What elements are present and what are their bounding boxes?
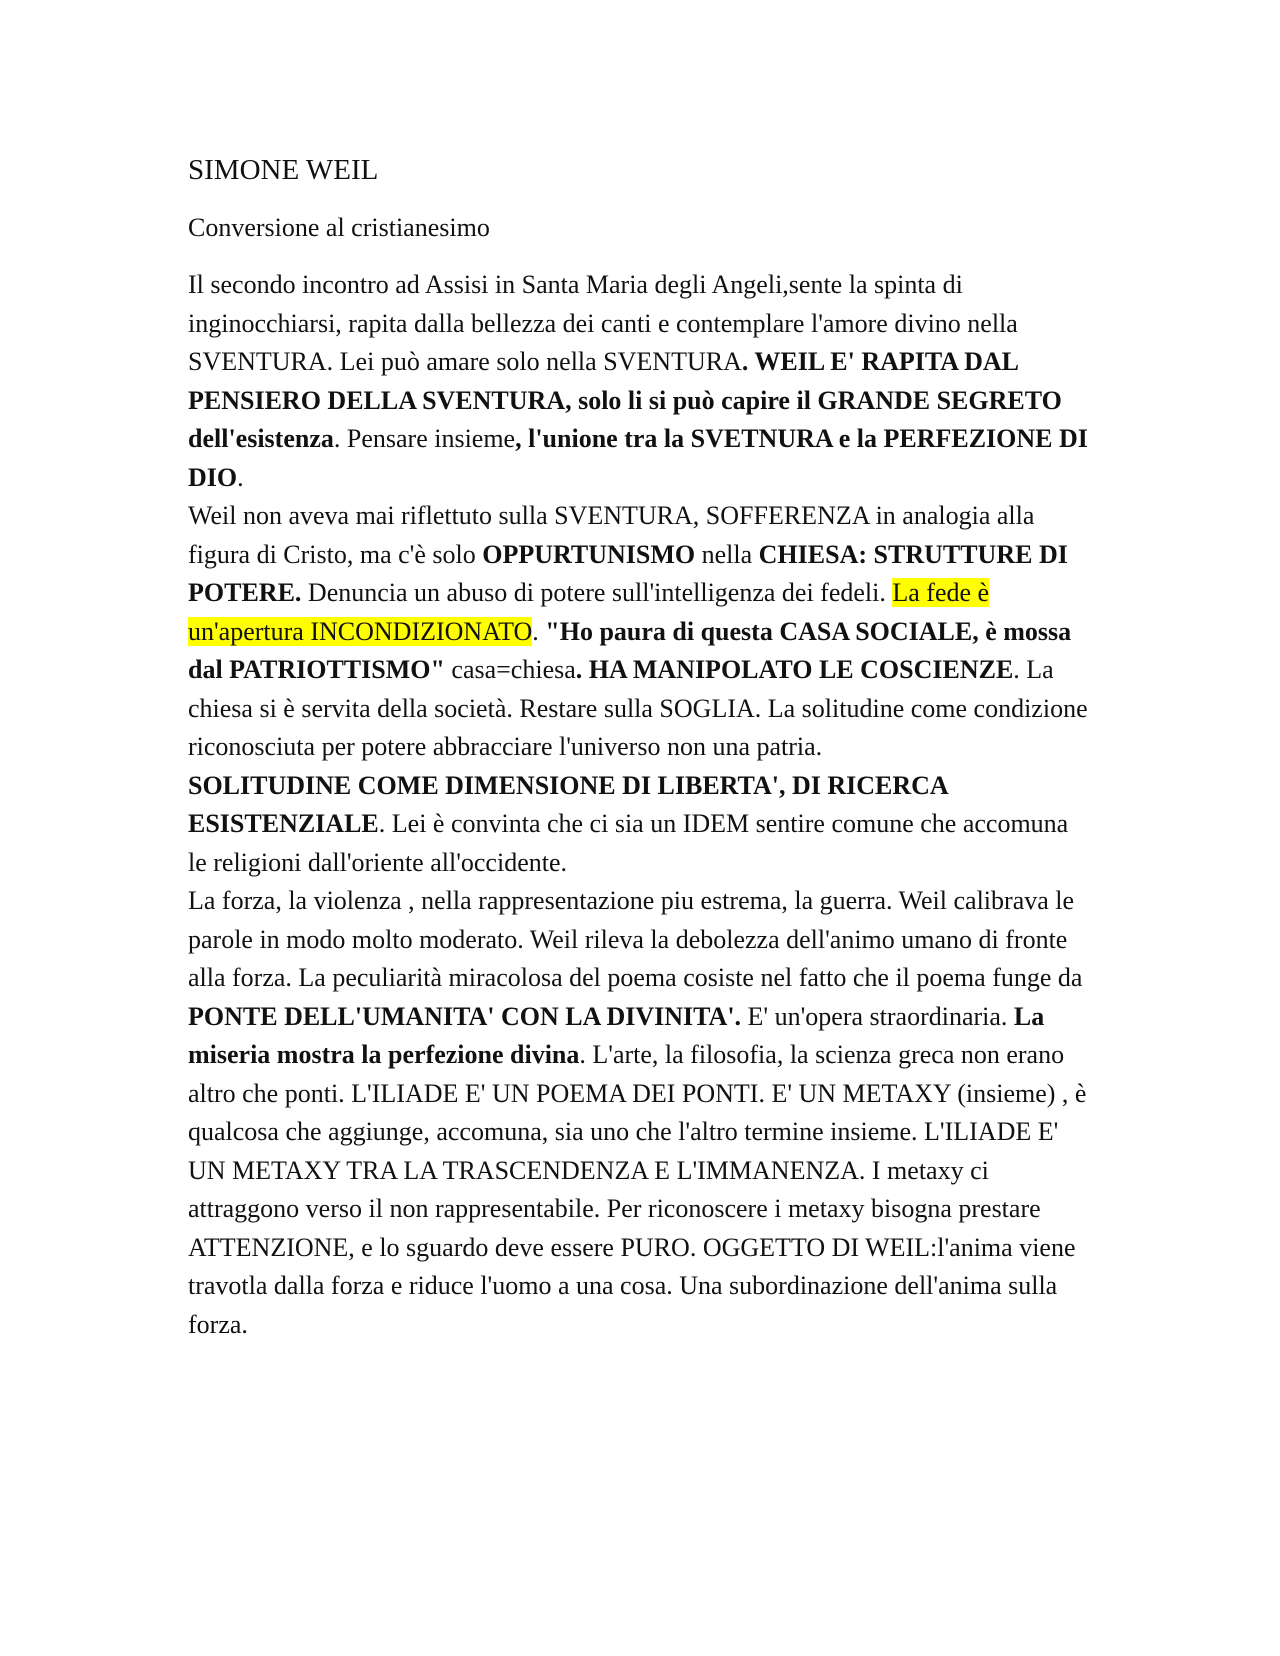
text-run: casa=chiesa xyxy=(444,655,576,684)
paragraph-2 xyxy=(188,497,1088,767)
text-run: . Pensare insieme xyxy=(333,424,516,453)
text-run: . Lei è convinta che ci sia un IDEM sentire comune che accomuna le religioni dall'oriente all'occidente. xyxy=(188,809,1069,877)
text-run: E' un'opera straordinaria. xyxy=(741,1001,1014,1031)
text-run: . xyxy=(237,462,244,492)
bold-text-run: CHIESA: STRUTTURE DI POTERE. xyxy=(188,539,1068,607)
text-run: Weil non aveva mai riflettuto sulla SVENTURA, SOFFERENZA in analogia alla figura di Cristo, ma c'è solo xyxy=(188,501,1035,569)
text-run: nella xyxy=(695,539,759,569)
text-run: Il secondo incontro ad Assisi in Santa Maria degli Angeli,sente la spinta di inginocchiarsi, rapita dalla bellezza dei canti e contemplare l'amore divino nella SVENTURA. Lei può amare solo nella SVENTURA xyxy=(188,270,1018,376)
document-subtitle: Conversione al cristianesimo xyxy=(188,213,490,242)
paragraph-3 xyxy=(188,767,1088,883)
paragraph-4 xyxy=(188,882,1088,1344)
text-run: . xyxy=(532,616,546,646)
text-run: . L'arte, la filosofia, la scienza greca non erano altro che ponti. L'ILIADE E' UN POEMA DEI PONTI. E' UN METAXY (insieme) , è qualcosa che aggiunge, accomuna, sia uno che l'altro termine insieme. L'ILIADE E' UN METAXY TRA LA TRASCENDENZA E L'IMMANENZA. I metaxy ci attraggono verso il non rappresentabile. Per riconoscere i metaxy bisogna prestare ATTENZIONE, e lo sguardo deve essere PURO. OGGETTO DI WEIL:l'anima viene travotla dalla forza e riduce l'uomo a una cosa. Una subordinazione dell'anima sulla forza. xyxy=(188,1040,1087,1339)
text-run: Denuncia un abuso di potere sull'intelligenza dei fedeli. xyxy=(301,578,893,607)
bold-text-run: PONTE DELL'UMANITA' CON LA DIVINITA'. xyxy=(188,1001,742,1031)
bold-text-run: OPPURTUNISMO xyxy=(482,539,696,569)
bold-text-run: SOLITUDINE COME DIMENSIONE DI LIBERTA', DI RICERCA ESISTENZIALE xyxy=(188,770,948,838)
bold-text-run: , l'unione tra la SVETNURA e la PERFEZIONE DI DIO xyxy=(188,424,1088,492)
text-run: La forza, la violenza , nella rappresentazione piu estrema, la guerra. Weil calibrava le parole in modo molto moderato. Weil rileva la debolezza dell'animo umano di fronte alla forza. La peculiarità miracolosa del poema cosiste nel fatto che il poema funge da xyxy=(188,886,1083,992)
bold-text-run: La miseria mostra la perfezione divina xyxy=(188,1001,1045,1069)
bold-text-run: . WEIL E' RAPITA DAL PENSIERO DELLA SVENTURA, solo li si può capire il GRANDE SEGRETO dell'esistenza xyxy=(188,347,1062,453)
text-run: . La chiesa si è servita della società. Restare sulla SOGLIA. La solitudine come condizione riconosciuta per potere abbracciare l'universo non una patria. xyxy=(188,655,1088,761)
bold-text-run: "Ho paura di questa CASA SOCIALE, è mossa dal PATRIOTTISMO" xyxy=(188,616,1072,684)
document-page xyxy=(188,150,1088,1344)
document-title: SIMONE WEIL xyxy=(188,154,379,186)
paragraph-1 xyxy=(188,266,1088,497)
highlighted-text-run: La fede è un'apertura INCONDIZIONATO xyxy=(188,578,990,646)
document-body xyxy=(188,266,1088,1344)
bold-text-run: . HA MANIPOLATO LE COSCIENZE xyxy=(575,655,1014,684)
